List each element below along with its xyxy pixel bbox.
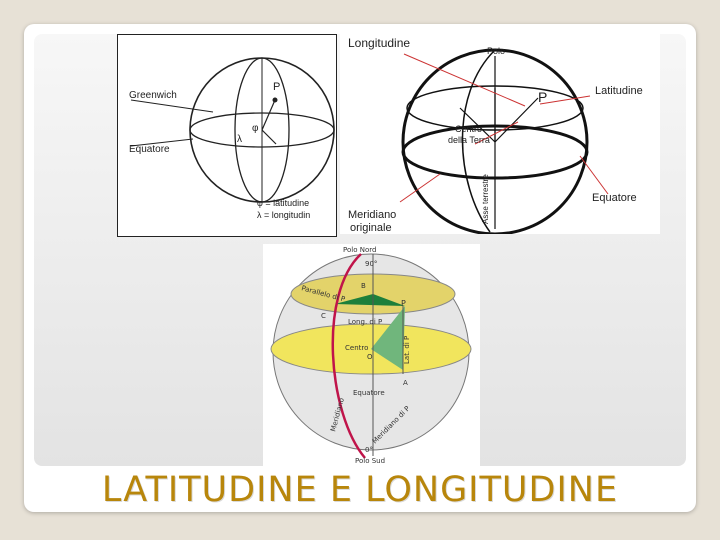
slide-title: LATITUDINE E LONGITUDINE (101, 470, 619, 510)
label-greenwich: Greenwich (129, 90, 177, 101)
label-c: C (321, 312, 326, 320)
label-polo-nord: Polo Nord (343, 246, 377, 254)
label-0-deg: 0° (365, 446, 373, 454)
label-long-p: Long. di P (348, 318, 383, 326)
label-point-p-left: P (273, 81, 281, 93)
label-asse-terrestre: Asse terrestre (481, 174, 490, 224)
label-parallelo: Parallelo di P (300, 284, 346, 304)
label-longitudine: Longitudine (348, 36, 411, 50)
label-meridiano: Meridiano (348, 209, 397, 221)
label-centro: Centro (455, 124, 483, 134)
legend-latitudine: φ = latitudine (257, 198, 310, 208)
label-originale: originale (350, 222, 392, 234)
label-polo-sud: Polo Sud (355, 457, 386, 465)
label-meridiano-bottom: Meridiano (329, 397, 346, 433)
label-a: A (403, 379, 408, 387)
greenwich-globe-diagram (117, 34, 337, 237)
label-point-p-right: P (538, 89, 548, 105)
label-equatore-left: Equatore (129, 144, 170, 155)
figure-colored-globe (263, 244, 480, 466)
label-latitudine: Latitudine (595, 85, 643, 97)
label-p-bottom: P (401, 299, 406, 308)
label-equatore-right: Equatore (592, 192, 637, 204)
colored-globe-diagram (263, 244, 480, 466)
label-meridiano-p: Meridiano di P (370, 404, 412, 446)
figure-axis-globe (340, 34, 660, 234)
label-centro-bottom: Centro (345, 344, 369, 352)
label-b: B (361, 282, 366, 290)
label-della-terra: della Terra (448, 135, 490, 145)
label-polo: Polo (487, 46, 506, 56)
label-90-deg: 90° (365, 260, 378, 268)
figure-greenwich-globe (117, 34, 337, 237)
legend-longitudine: λ = longitudin (257, 210, 311, 220)
label-lat-p: Lat. di P (403, 335, 411, 364)
label-lambda: λ (237, 134, 242, 145)
label-equatore-bottom: Equatore (353, 389, 385, 397)
label-phi: φ (252, 123, 259, 134)
axis-globe-diagram (340, 34, 660, 234)
label-o: O (367, 353, 373, 361)
